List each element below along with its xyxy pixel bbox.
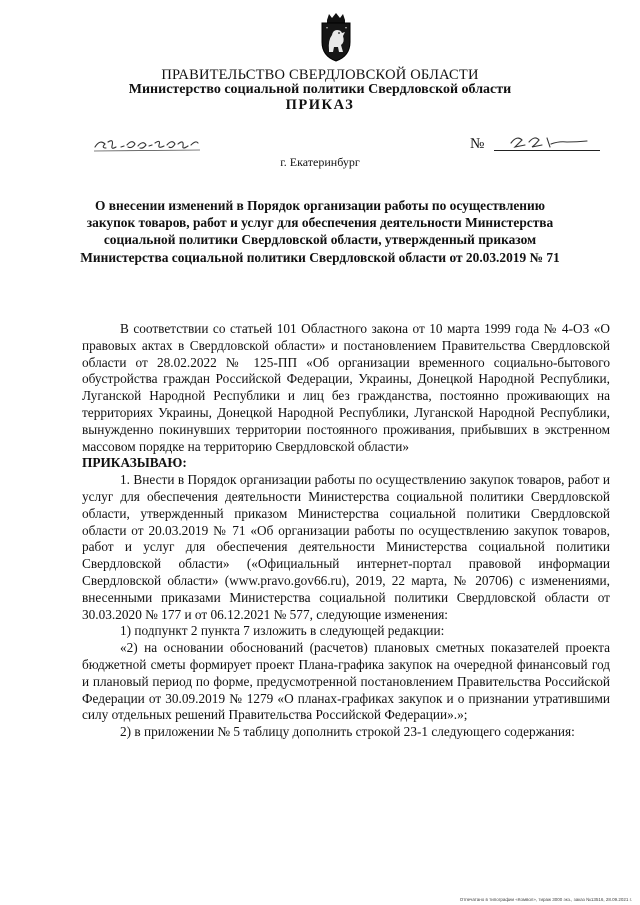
order-number-underline [494, 150, 600, 151]
city-name: г. Екатеринбург [280, 155, 360, 169]
order-title: О внесении изменений в Порядок организации работы по осуществлению закупок товаров, работ и услуг для обеспечения деятельности Министерства социальной политики Свердловской области, утвержденный приказом Министерства социальной политики Свердловской области от 20.03.2019 № 71 [80, 198, 560, 265]
handwritten-order-number [507, 130, 591, 152]
government-name: ПРАВИТЕЛЬСТВО СВЕРДЛОВСКОЙ ОБЛАСТИ [161, 67, 479, 83]
quoted-amendment-paragraph: «2) на основании обоснований (расчетов) плановых сметных показателей проекта бюджетной сметы формирует проект Плана-графика закупок на очередной финансовый год и плановый период по форме, предусмотренной постановлением Правительства Российской Федерации от 30.09.2019 № 1279 «О планах-графиках закупок и о признании утратившими силу отдельных решений Правительства Российской Федерации».»; [82, 640, 610, 723]
subitem-1-paragraph: 1) подпункт 2 пункта 7 изложить в следующей редакции: [120, 623, 445, 639]
document-type: ПРИКАЗ [285, 97, 355, 113]
print-imprint: Отпечатано в типографии «Комвол», тираж 3000 экз., заказ №13516, 28.09.2021 г. [459, 897, 632, 902]
order-number-label: № [470, 136, 485, 152]
ministry-name: Министерство социальной политики Свердловской области [128, 82, 512, 97]
preamble-paragraph: В соответствии со статьей 101 Областного закона от 10 марта 1999 года № 4-ОЗ «О правовых актах в Свердловской области» и постановлением Правительства Свердловской области от 28.02.2022 № 125-ПП «Об организации временного социально-бытового обустройства граждан Российской Федерации, Украины, Донецкой Народной Республики, Луганской Народной Республики и лиц без гражданства, постоянно проживающих на территориях Украины, Донецкой Народной Республики, Луганской Народной Республики, вынужденно покинувших территории постоянного проживания, прибывших в экстренном массовом порядке на территорию Свердловской области» [82, 321, 610, 454]
coat-of-arms-icon [318, 12, 354, 62]
item-1-paragraph: 1. Внести в Порядок организации работы по осуществлению закупок товаров, работ и услуг для обеспечения деятельности Министерства социальной политики Свердловской области, утвержденный приказом Министерства социальной политики Свердловской области от 20.03.2019 № 71 «Об организации работы по осуществлению закупок товаров, работ и услуг для обеспечения деятельности Министерства социальной политики Свердловской области» («Официальный интернет-портал правовой информации Свердловской области» (www.pravo.gov66.ru), 2019, 22 марта, № 20706) с изменениями, внесенными приказами Министерства социальной политики Свердловской области от 30.03.2020 № 177 и от 06.12.2021 № 577, следующие изменения: [82, 472, 610, 622]
order-body [82, 321, 610, 741]
handwritten-date [92, 133, 202, 155]
subitem-2-paragraph: 2) в приложении № 5 таблицу дополнить строкой 23-1 следующего содержания: [120, 724, 575, 740]
order-word: ПРИКАЗЫВАЮ: [82, 455, 187, 471]
